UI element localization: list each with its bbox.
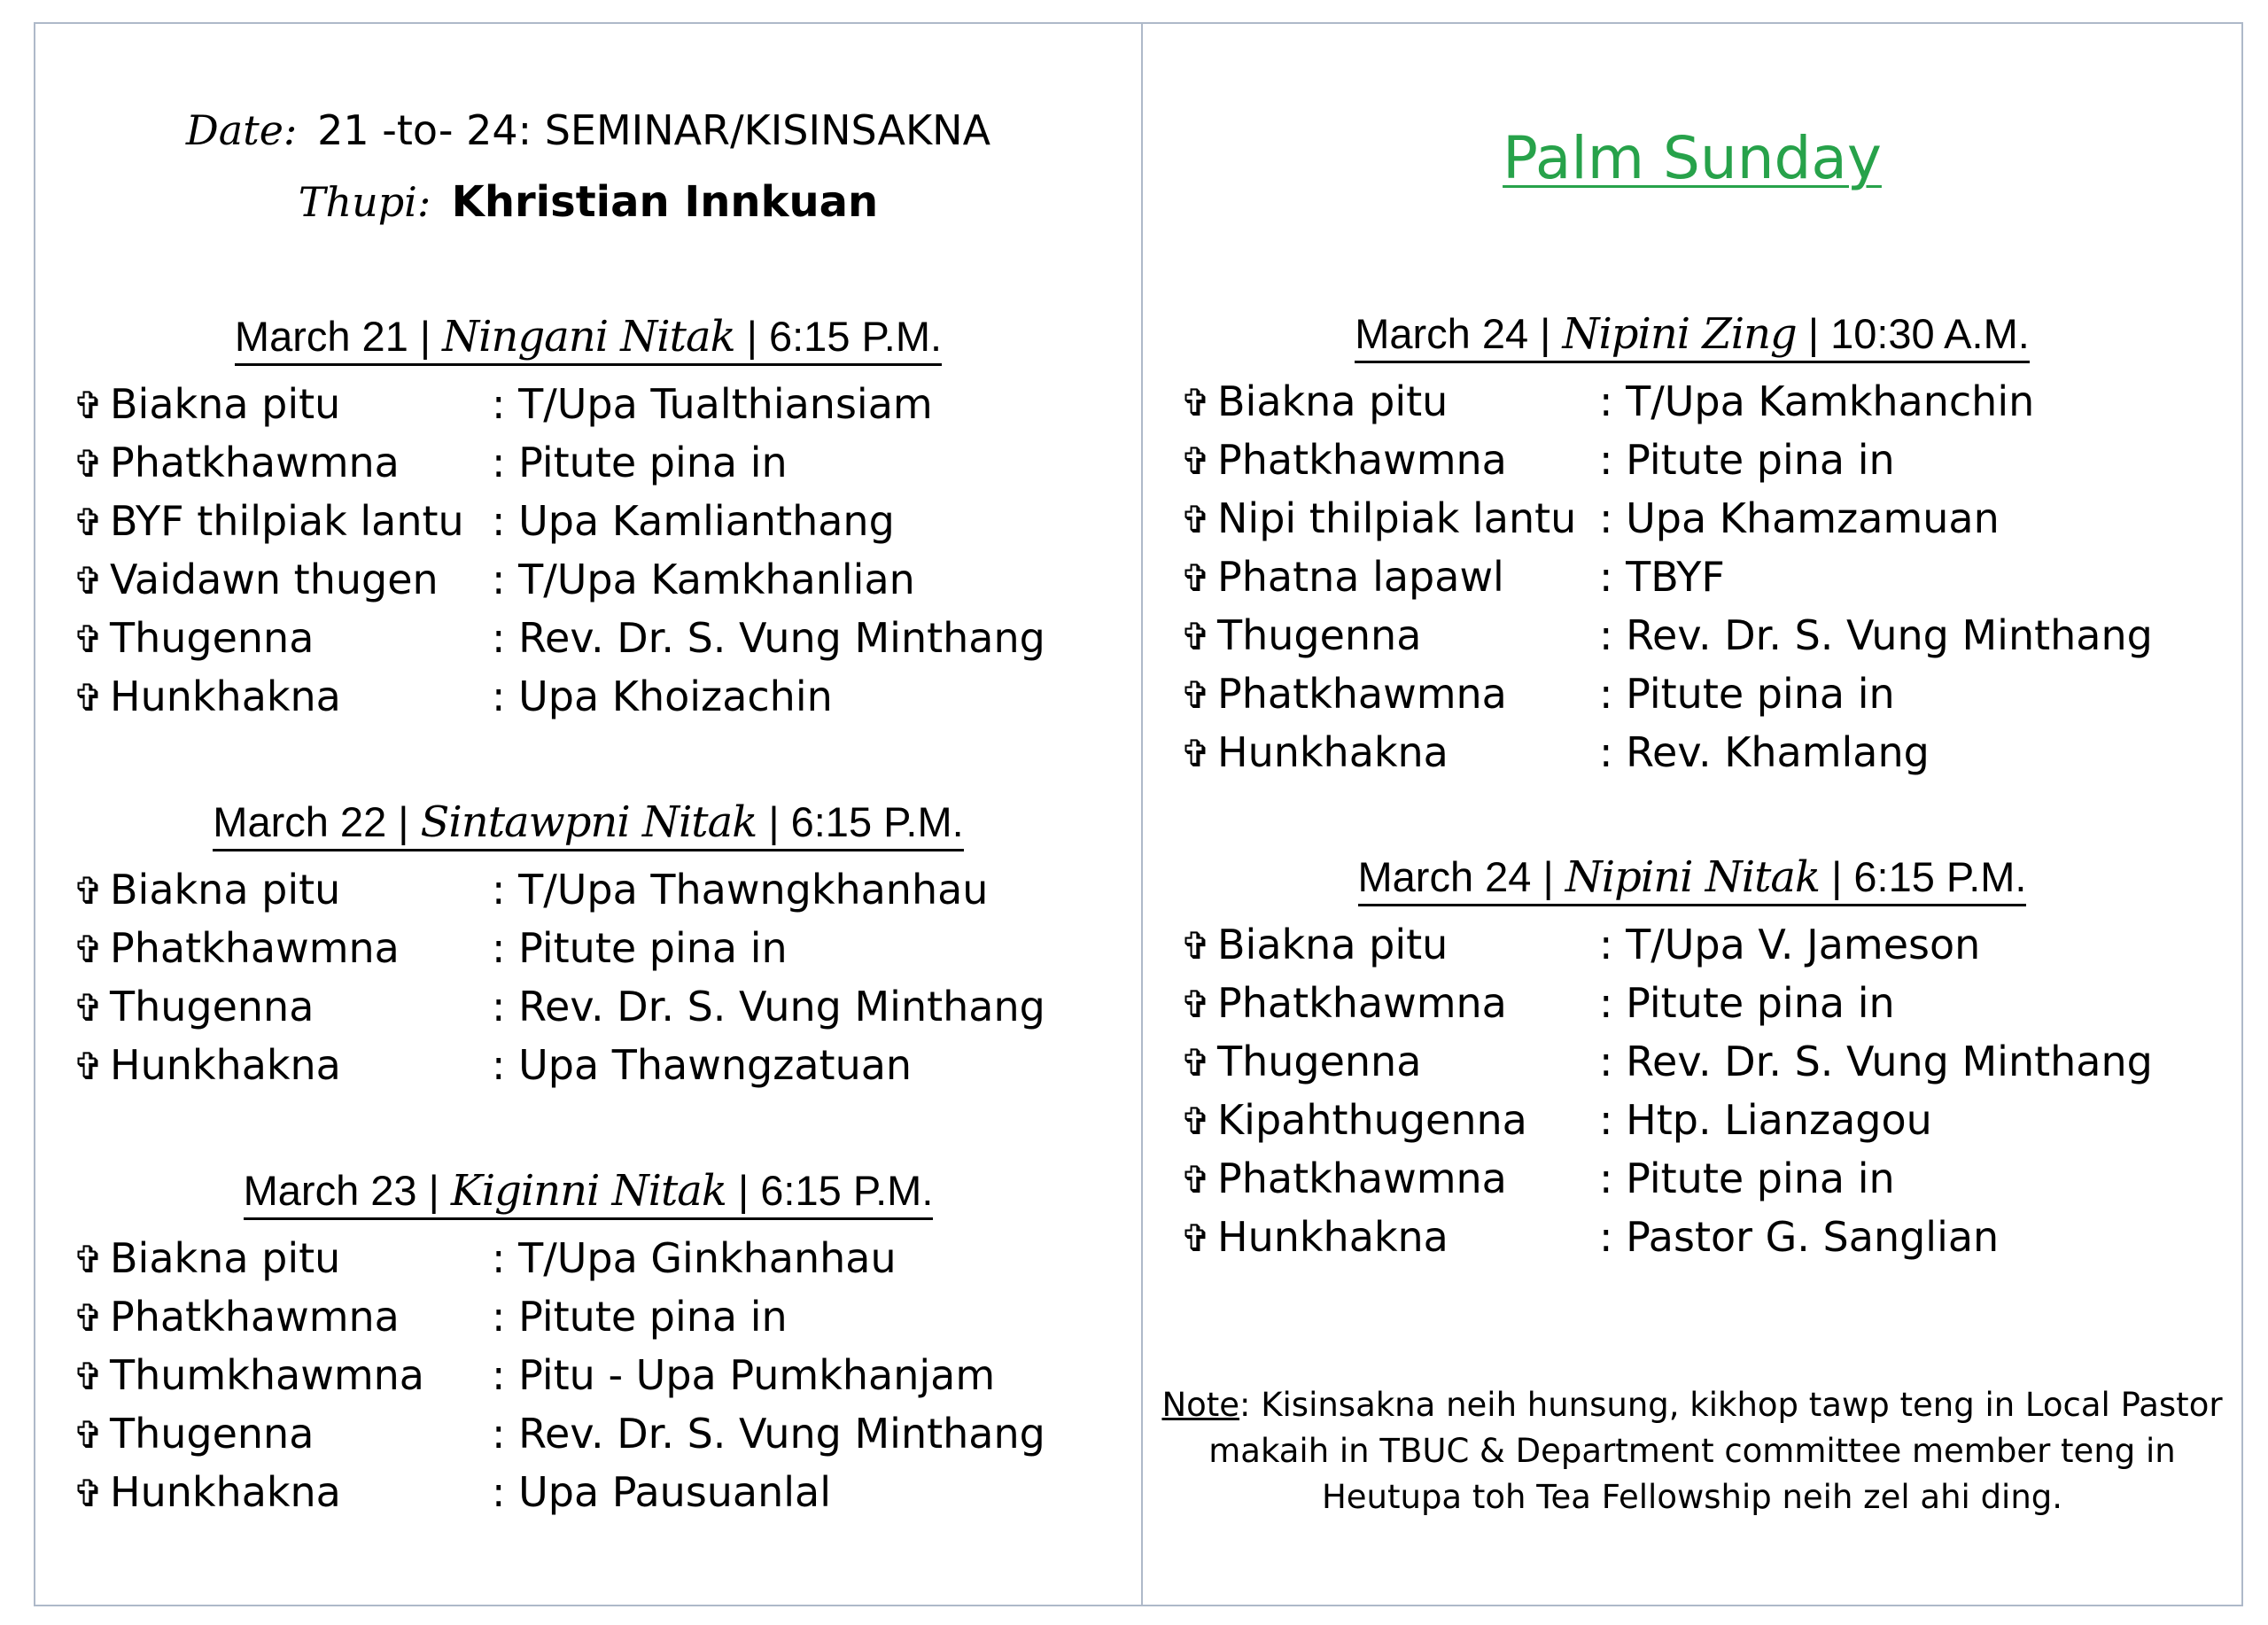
cross-icon: ✞	[73, 869, 105, 913]
program-item	[73, 1404, 1141, 1463]
program-item	[73, 550, 1141, 609]
program-item	[1180, 1091, 2241, 1149]
assignee: : Pitute pina in	[492, 1293, 788, 1341]
assignee: : Pitute pina in	[492, 924, 788, 972]
program-item	[1180, 372, 2241, 431]
assignee: : Upa Kamlianthang	[492, 497, 895, 545]
assignee: : Rev. Dr. S. Vung Minthang	[492, 1410, 1045, 1458]
assignee: : Upa Thawngzatuan	[492, 1041, 913, 1089]
assignee: : Pitute pina in	[1599, 979, 1895, 1027]
role: Hunkhakna	[1217, 1213, 1449, 1261]
program-item	[1180, 974, 2241, 1032]
assignee: : TBYF	[1599, 553, 1725, 601]
service-heading	[35, 1160, 1141, 1222]
service-time: | 10:30 A.M.	[1807, 310, 2030, 357]
role: Biakna pitu	[1217, 377, 1449, 425]
role: Hunkhakna	[110, 673, 341, 720]
assignee: : Pitute pina in	[1599, 436, 1895, 484]
service-day: Sintawpni Nitak	[420, 797, 757, 847]
program-item	[1180, 723, 2241, 781]
role: Phatkhawmna	[110, 924, 400, 972]
program-item	[73, 1346, 1141, 1404]
cross-icon: ✞	[1180, 381, 1212, 424]
cross-icon: ✞	[1180, 615, 1212, 658]
program-item	[73, 1287, 1141, 1346]
program-item	[1180, 1208, 2241, 1266]
program-item	[1180, 606, 2241, 665]
cross-icon: ✞	[73, 1238, 105, 1281]
role: BYF thilpiak lantu	[110, 497, 464, 545]
program-item	[1180, 548, 2241, 606]
note	[1161, 1382, 2224, 1520]
role: Biakna pitu	[1217, 921, 1449, 968]
cross-icon: ✞	[1180, 1100, 1212, 1143]
service-date: March 22 |	[213, 798, 409, 845]
cross-icon: ✞	[73, 1296, 105, 1340]
assignee: : Upa Pausuanlal	[492, 1468, 832, 1516]
program-item	[73, 1036, 1141, 1094]
program-item	[73, 375, 1141, 433]
role: Thugenna	[110, 614, 315, 662]
role: Phatkhawmna	[1217, 979, 1507, 1027]
assignee: : Upa Khoizachin	[492, 673, 833, 720]
assignee: : Rev. Dr. S. Vung Minthang	[1599, 611, 2153, 659]
left-panel	[35, 22, 1141, 1606]
service-day: Nipini Zing	[1562, 309, 1797, 359]
assignee: : Rev. Khamlang	[1599, 728, 1930, 776]
role: Phatkhawmna	[1217, 436, 1507, 484]
role: Hunkhakna	[110, 1468, 341, 1516]
role: Thugenna	[110, 1410, 315, 1458]
service-day: Ningani Nitak	[442, 312, 735, 362]
service-heading	[35, 791, 1141, 853]
assignee: : T/Upa Thawngkhanhau	[492, 866, 989, 914]
cross-icon: ✞	[73, 986, 105, 1030]
cross-icon: ✞	[73, 928, 105, 971]
assignee: : Pitute pina in	[1599, 1155, 1895, 1202]
service-heading	[35, 306, 1141, 368]
role: Biakna pitu	[110, 380, 341, 428]
role: Vaidawn thugen	[110, 556, 439, 603]
cross-icon: ✞	[1180, 983, 1212, 1026]
cross-icon: ✞	[73, 1045, 105, 1088]
service-date: March 23 |	[243, 1167, 439, 1214]
program-item	[1180, 489, 2241, 548]
role: Thugenna	[1217, 1038, 1422, 1085]
service-day: Kiginni Nitak	[450, 1166, 726, 1216]
service-date: March 24 |	[1355, 310, 1551, 357]
program-item	[1180, 915, 2241, 974]
service-time: | 6:15 P.M.	[746, 313, 943, 360]
cross-icon: ✞	[73, 559, 105, 603]
assignee: : T/Upa Kamkhanlian	[492, 556, 915, 603]
cross-icon: ✞	[73, 442, 105, 486]
program-item	[73, 667, 1141, 726]
assignee: : Pitute pina in	[1599, 670, 1895, 718]
seminar-date-line	[35, 106, 1141, 154]
cross-icon: ✞	[73, 676, 105, 719]
program-item	[73, 860, 1141, 919]
service-march-21	[35, 306, 1141, 726]
assignee: : Rev. Dr. S. Vung Minthang	[1599, 1038, 2153, 1085]
role: Thugenna	[1217, 611, 1422, 659]
assignee: : T/Upa Ginkhanhau	[492, 1234, 897, 1282]
cross-icon: ✞	[73, 384, 105, 427]
cross-icon: ✞	[1180, 439, 1212, 483]
role: Thumkhawmna	[110, 1351, 424, 1399]
theme-value: Khristian Innkuan	[451, 177, 879, 227]
program-item	[73, 1463, 1141, 1521]
role: Phatna lapawl	[1217, 553, 1504, 601]
cross-icon: ✞	[1180, 732, 1212, 775]
program-item	[73, 977, 1141, 1036]
cross-icon: ✞	[1180, 556, 1212, 600]
program-item	[1180, 665, 2241, 723]
cross-icon: ✞	[1180, 1217, 1212, 1260]
service-time: | 6:15 P.M.	[1831, 853, 2027, 900]
service-time: | 6:15 P.M.	[768, 798, 964, 845]
assignee: : Pastor G. Sanglian	[1599, 1213, 2000, 1261]
assignee: : Upa Khamzamuan	[1599, 494, 2000, 542]
role: Phatkhawmna	[1217, 1155, 1507, 1202]
program-item	[1180, 431, 2241, 489]
cross-icon: ✞	[1180, 1041, 1212, 1085]
palm-sunday-title: Palm Sunday	[1503, 124, 1882, 192]
right-panel	[1143, 22, 2241, 1606]
role: Kipahthugenna	[1217, 1096, 1527, 1144]
assignee: : Rev. Dr. S. Vung Minthang	[492, 614, 1045, 662]
service-date: March 21 |	[234, 313, 431, 360]
program-item	[73, 919, 1141, 977]
service-heading	[1143, 303, 2241, 365]
assignee: : Pitu - Upa Pumkhanjam	[492, 1351, 996, 1399]
role: Phatkhawmna	[1217, 670, 1507, 718]
role: Thugenna	[110, 983, 315, 1030]
assignee: : Htp. Lianzagou	[1599, 1096, 1932, 1144]
cross-icon: ✞	[73, 1413, 105, 1457]
assignee: : Rev. Dr. S. Vung Minthang	[492, 983, 1045, 1030]
role: Hunkhakna	[1217, 728, 1449, 776]
cross-icon: ✞	[1180, 1158, 1212, 1201]
program-item	[1180, 1149, 2241, 1208]
note-label: Note	[1161, 1386, 1240, 1424]
assignee: : T/Upa Kamkhanchin	[1599, 377, 2035, 425]
service-time: | 6:15 P.M.	[738, 1167, 934, 1214]
cross-icon: ✞	[73, 618, 105, 661]
theme-label: Thupi:	[298, 178, 431, 226]
role: Hunkhakna	[110, 1041, 341, 1089]
cross-icon: ✞	[73, 1355, 105, 1398]
role: Biakna pitu	[110, 866, 341, 914]
program-item	[73, 609, 1141, 667]
cross-icon: ✞	[73, 1472, 105, 1515]
assignee: : T/Upa Tualthiansiam	[492, 380, 933, 428]
service-day: Nipini Nitak	[1565, 852, 1821, 902]
program-item	[73, 433, 1141, 492]
date-value: 21 -to- 24: SEMINAR/KISINSAKNA	[317, 106, 991, 154]
cross-icon: ✞	[1180, 924, 1212, 968]
program-item	[73, 492, 1141, 550]
program-item	[73, 1229, 1141, 1287]
assignee: : Pitute pina in	[492, 439, 788, 486]
service-date: March 24 |	[1357, 853, 1554, 900]
service-march-22	[35, 791, 1141, 1094]
service-march-23	[35, 1160, 1141, 1521]
note-text: : Kisinsakna neih hunsung, kikhop tawp teng in Local Pastor makaih in TBUC & Department committee member teng in Heutupa toh Tea Fellowship neih zel ahi ding.	[1208, 1386, 2223, 1516]
assignee: : T/Upa V. Jameson	[1599, 921, 1981, 968]
seminar-theme-line	[35, 177, 1141, 227]
cross-icon: ✞	[1180, 498, 1212, 541]
role: Phatkhawmna	[110, 1293, 400, 1341]
service-march-24-morning	[1143, 303, 2241, 781]
service-march-24-evening	[1143, 846, 2241, 1266]
role: Phatkhawmna	[110, 439, 400, 486]
date-label: Date:	[185, 106, 298, 154]
cross-icon: ✞	[1180, 673, 1212, 717]
role: Biakna pitu	[110, 1234, 341, 1282]
service-heading	[1143, 846, 2241, 908]
cross-icon: ✞	[73, 501, 105, 544]
program-item	[1180, 1032, 2241, 1091]
role: Nipi thilpiak lantu	[1217, 494, 1577, 542]
